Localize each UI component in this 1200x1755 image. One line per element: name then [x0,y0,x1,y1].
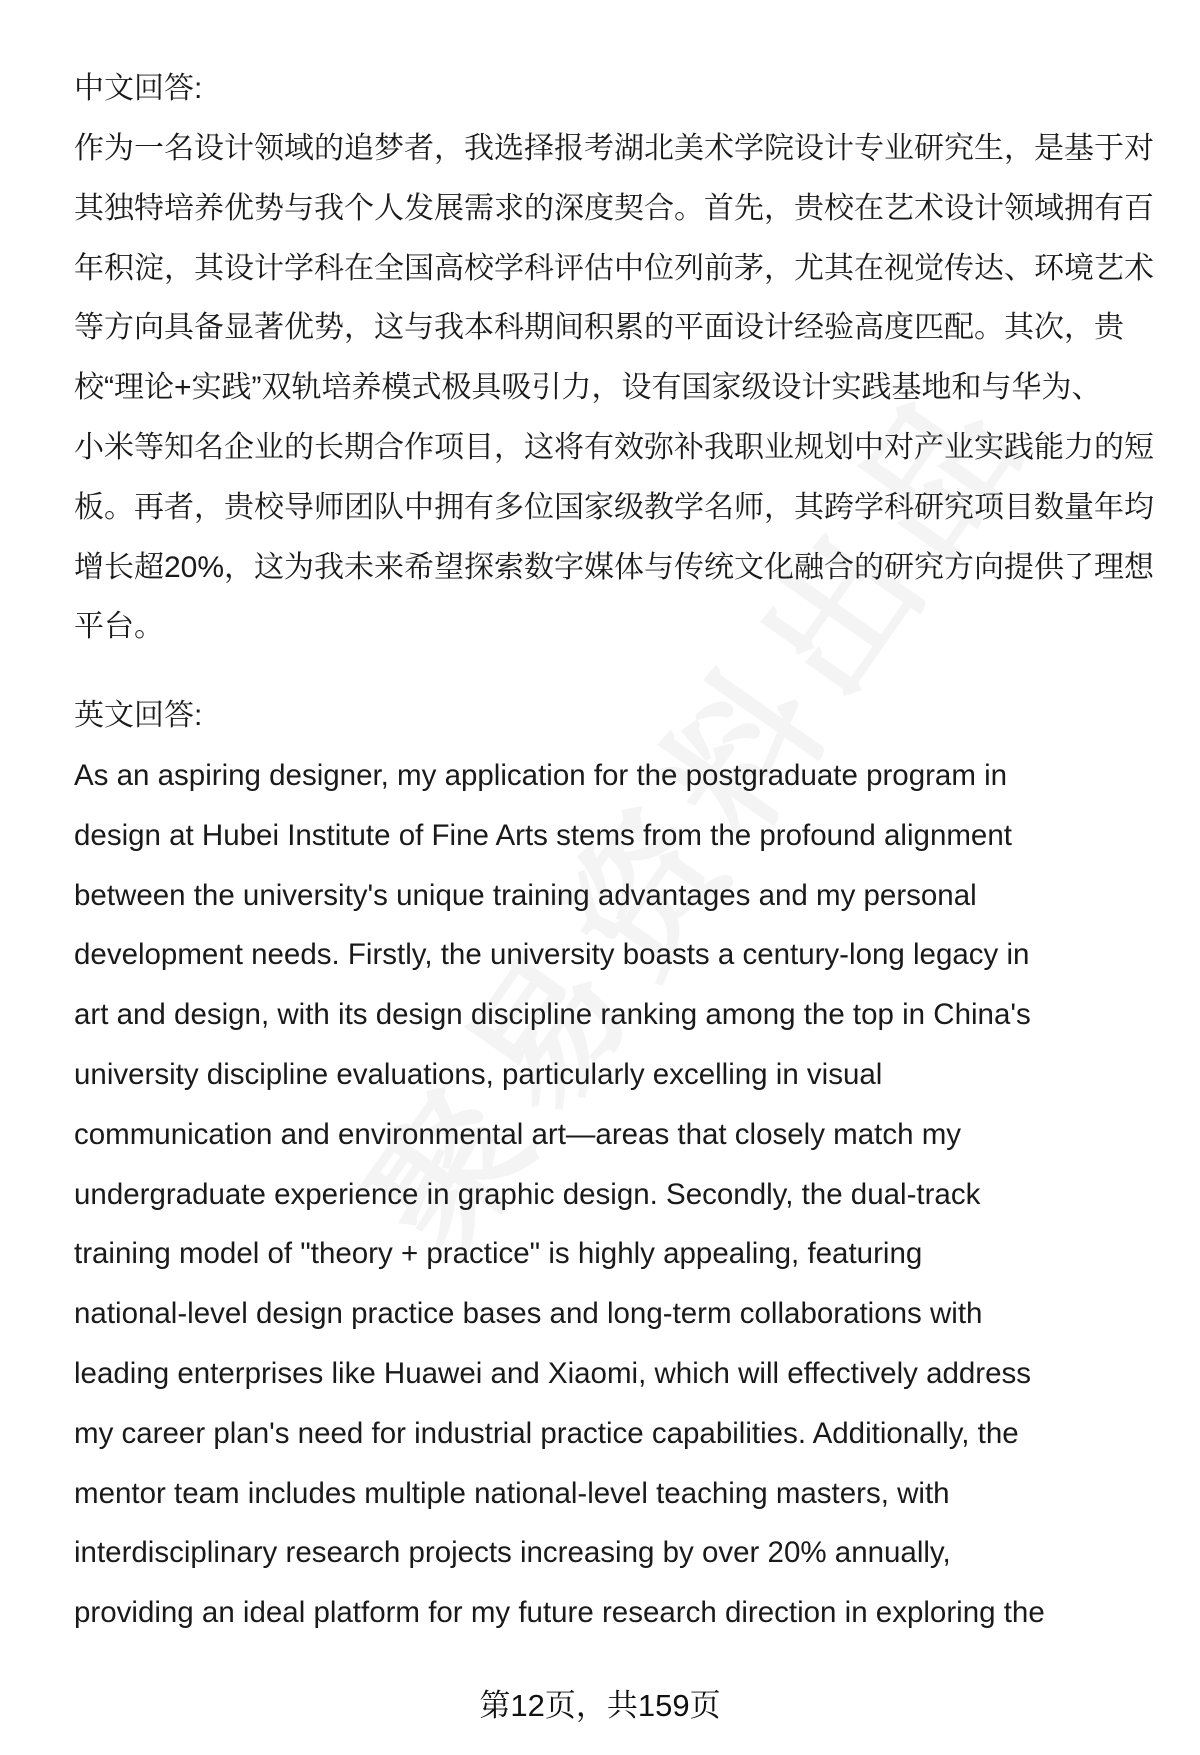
paragraph-line: art and design, with its design discipline ranking among the top in China's [74,998,1031,1032]
paragraph-line: 板。再者，贵校导师团队中拥有多位国家级教学名师，其跨学科研究项目数量年均 [74,490,1154,524]
paragraph-line: 平台。 [74,610,164,644]
paragraph-line: 其独特培养优势与我个人发展需求的深度契合。首先，贵校在艺术设计领域拥有百 [74,191,1154,225]
paragraph-line: 作为一名设计领域的追梦者，我选择报考湖北美术学院设计专业研究生，是基于对 [74,132,1154,165]
paragraph-line: 校“理论+实践”双轨培养模式极具吸引力，设有国家级设计实践基地和与华为、 [74,371,1102,405]
english-answer-heading: 英文回答: [74,699,203,732]
page-number: 第12页，共159页 [479,1688,721,1723]
paragraph-line: training model of "theory + practice" is highly appealing, featuring [74,1237,923,1271]
paragraph-line: national-level design practice bases and long-term collaborations with [74,1297,983,1331]
paragraph-line: interdisciplinary research projects increasing by over 20% annually, [74,1536,951,1570]
paragraph-line: communication and environmental art—areas that closely match my [74,1117,962,1151]
paragraph-line: 年积淀，其设计学科在全国高校学科评估中位列前茅，尤其在视觉传达、环境艺术 [74,251,1154,285]
paragraph-line: undergraduate experience in graphic design. Secondly, the dual-track [74,1177,981,1211]
paragraph-line: As an aspiring designer, my application for the postgraduate program in [74,759,1008,792]
paragraph-line: mentor team includes multiple national-level teaching masters, with [74,1476,950,1510]
paragraph-line: between the university's unique training advantages and my personal [74,878,977,912]
paragraph-line: 小米等知名企业的长期合作项目，这将有效弥补我职业规划中对产业实践能力的短 [74,431,1154,464]
paragraph-line: leading enterprises like Huawei and Xiaomi, which will effectively address [74,1357,1032,1390]
chinese-answer-heading: 中文回答: [74,72,203,105]
paragraph-line: 增长超20%，这为我未来希望探索数字媒体与传统文化融合的研究方向提供了理想 [74,550,1155,584]
paragraph-line: providing an ideal platform for my future research direction in exploring the [74,1596,1045,1630]
paragraph-line: university discipline evaluations, particularly excelling in visual [74,1058,883,1091]
paragraph-line: my career plan's need for industrial practice capabilities. Additionally, the [74,1416,1019,1450]
paragraph-line: 等方向具备显著优势，这与我本科期间积累的平面设计经验高度匹配。其次，贵 [74,311,1124,345]
paragraph-line: development needs. Firstly, the university boasts a century-long legacy in [74,938,1030,972]
paragraph-line: design at Hubei Institute of Fine Arts stems from the profound alignment [74,818,1012,852]
